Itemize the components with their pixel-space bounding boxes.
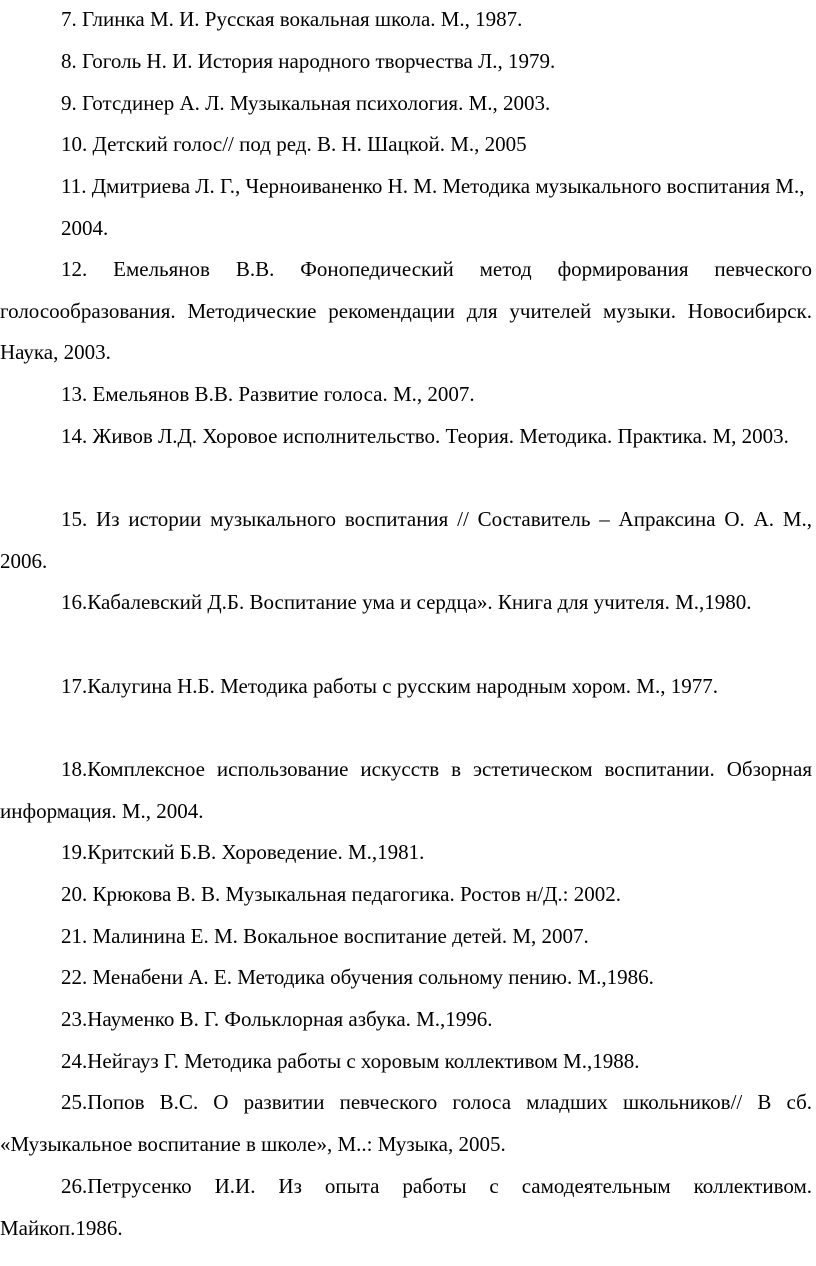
reference-item-15: 15. Из истории музыкального воспитания // Составитель – Апраксина О. А. М., 2006. (0, 507, 812, 573)
reference-item-13: 13. Емельянов В.В. Развитие голоса. М., 2007. (61, 382, 475, 406)
reference-item-8: 8. Гоголь Н. И. История народного творчества Л., 1979. (61, 49, 556, 73)
reference-item-18: 18.Комплексное использование искусств в эстетическом воспитании. Обзорная информация. М., 2004. (0, 757, 812, 823)
reference-item-14: 14. Живов Л.Д. Хоровое исполнительство. Теория. Методика. Практика. М, 2003. (61, 424, 789, 448)
reference-item-22: 22. Менабени А. Е. Методика обучения сольному пению. М.,1986. (61, 965, 654, 989)
reference-item-10: 10. Детский голос// под ред. В. Н. Шацкой. М., 2005 (61, 132, 527, 156)
reference-item-26: 26.Петрусенко И.И. Из опыта работы с самодеятельным коллективом. Майкоп.1986. (0, 1174, 812, 1240)
reference-item-9: 9. Готсдинер А. Л. Музыкальная психология. М., 2003. (61, 91, 551, 115)
reference-item-24: 24.Нейгауз Г. Методика работы с хоровым коллективом М.,1988. (61, 1049, 640, 1073)
reference-item-21: 21. Малинина Е. М. Вокальное воспитание детей. М, 2007. (61, 924, 589, 948)
reference-item-19: 19.Критский Б.В. Хороведение. М.,1981. (61, 840, 425, 864)
reference-item-20: 20. Крюкова В. В. Музыкальная педагогика. Ростов н/Д.: 2002. (61, 882, 622, 906)
reference-item-11: 11. Дмитриева Л. Г., Черноиваненко Н. М. Методика музыкального воспитания М., 2004. (61, 174, 805, 240)
reference-item-7: 7. Глинка М. И. Русская вокальная школа. М., 1987. (61, 7, 523, 31)
reference-item-12: 12. Емельянов В.В. Фонопедический метод формирования певческого голосообразования. Методические рекомендации для учителей музыки. Новосибирск. Наука, 2003. (0, 257, 812, 365)
reference-item-17: 17.Калугина Н.Б. Методика работы с русским народным хором. М., 1977. (61, 674, 718, 698)
reference-item-23: 23.Науменко В. Г. Фольклорная азбука. М.,1996. (61, 1007, 493, 1031)
reference-item-16: 16.Кабалевский Д.Б. Воспитание ума и сердца». Книга для учителя. М.,1980. (61, 590, 752, 614)
reference-item-25: 25.Попов В.С. О развитии певческого голоса младших школьников// В сб. «Музыкальное воспитание в школе», М..: Музыка, 2005. (0, 1090, 812, 1156)
